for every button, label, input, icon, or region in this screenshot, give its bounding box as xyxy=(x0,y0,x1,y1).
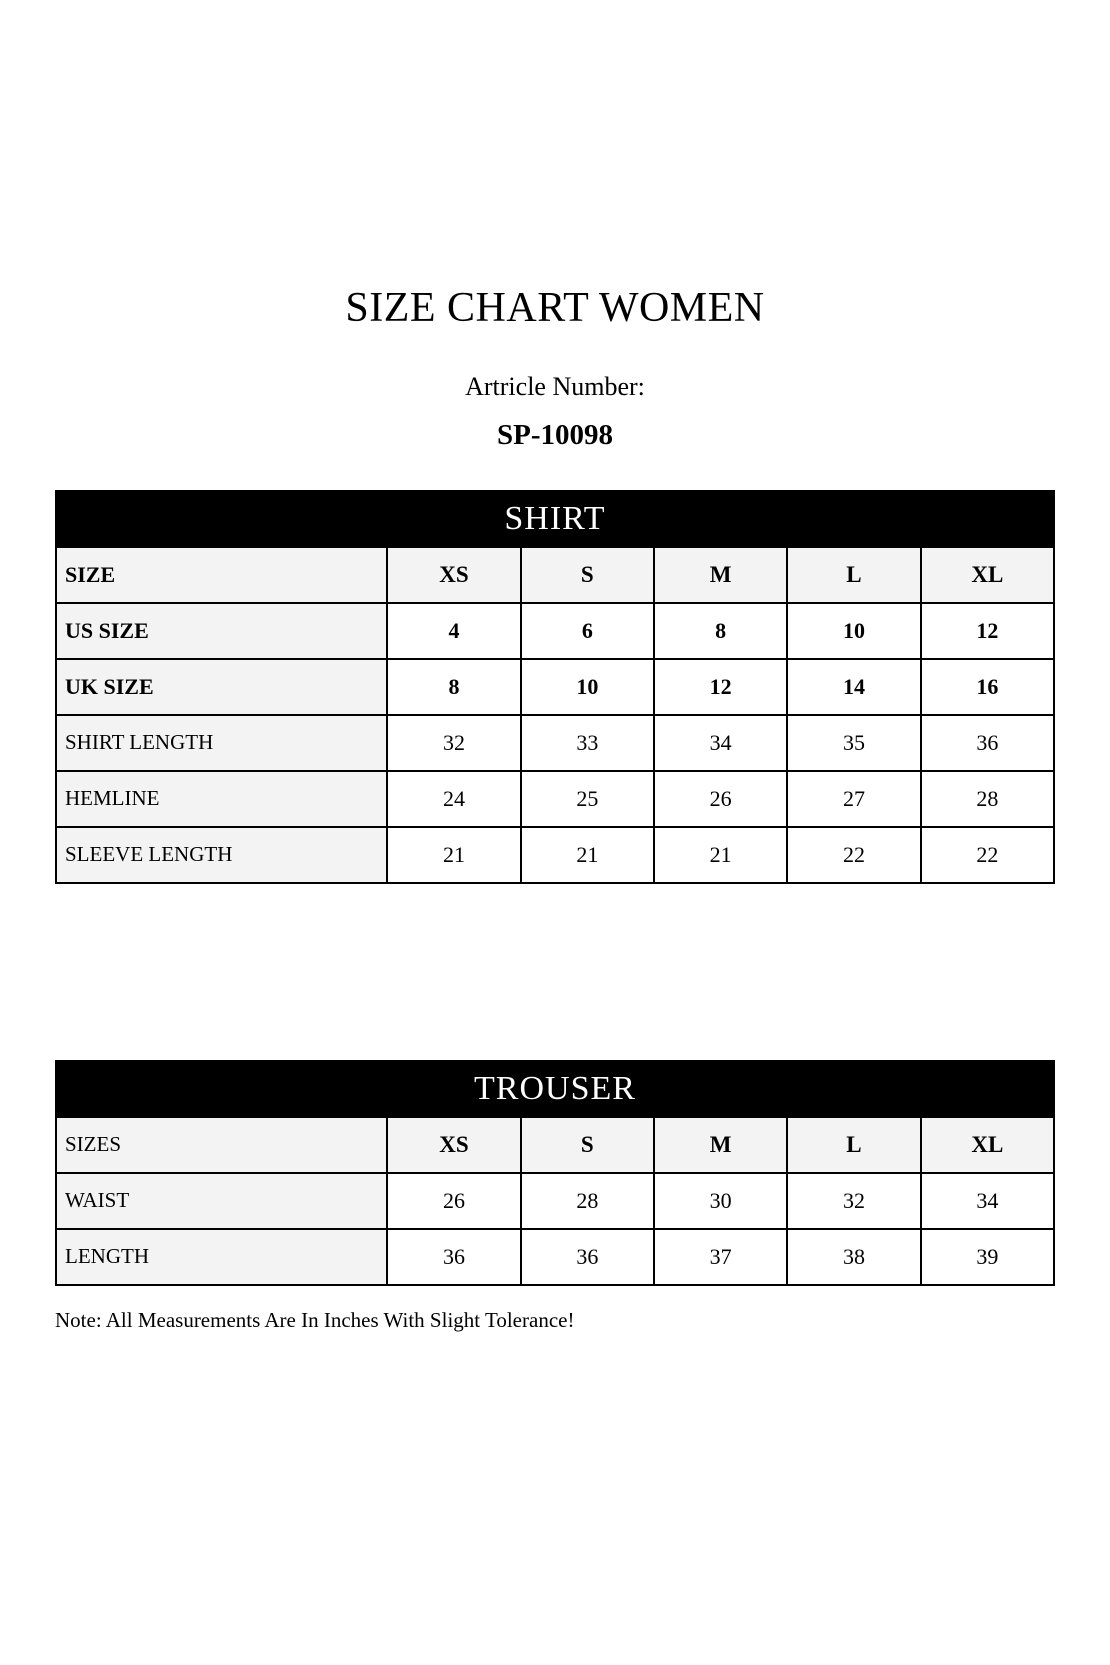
row-value: 32 xyxy=(787,1173,920,1229)
trouser-header-xs: XS xyxy=(387,1117,520,1173)
row-value: 33 xyxy=(521,715,654,771)
row-value: 4 xyxy=(387,603,520,659)
trouser-header-l: L xyxy=(787,1117,920,1173)
trouser-size-table-container xyxy=(55,1060,1055,1286)
row-value: 21 xyxy=(387,827,520,883)
row-value: 26 xyxy=(654,771,787,827)
row-label: WAIST xyxy=(56,1173,387,1229)
row-label: US SIZE xyxy=(56,603,387,659)
row-value: 8 xyxy=(387,659,520,715)
row-label: LENGTH xyxy=(56,1229,387,1285)
table-banner-row xyxy=(56,1061,1054,1117)
row-value: 36 xyxy=(921,715,1054,771)
shirt-header-xs: XS xyxy=(387,547,520,603)
shirt-header-m: M xyxy=(654,547,787,603)
row-value: 22 xyxy=(921,827,1054,883)
row-value: 35 xyxy=(787,715,920,771)
row-value: 36 xyxy=(521,1229,654,1285)
row-label: UK SIZE xyxy=(56,659,387,715)
row-value: 39 xyxy=(921,1229,1054,1285)
article-number-label: Artricle Number: xyxy=(465,372,645,402)
row-value: 6 xyxy=(521,603,654,659)
row-value: 8 xyxy=(654,603,787,659)
row-value: 34 xyxy=(654,715,787,771)
table-row xyxy=(56,827,1054,883)
row-value: 27 xyxy=(787,771,920,827)
article-number-value: SP-10098 xyxy=(497,418,613,451)
table-header-row xyxy=(56,1117,1054,1173)
row-value: 10 xyxy=(521,659,654,715)
table-row xyxy=(56,1229,1054,1285)
row-value: 24 xyxy=(387,771,520,827)
shirt-size-table-container xyxy=(55,490,1055,884)
row-value: 12 xyxy=(921,603,1054,659)
table-row xyxy=(56,1173,1054,1229)
row-value: 30 xyxy=(654,1173,787,1229)
row-label: SLEEVE LENGTH xyxy=(56,827,387,883)
trouser-size-table xyxy=(55,1060,1055,1286)
table-row xyxy=(56,659,1054,715)
row-value: 28 xyxy=(921,771,1054,827)
row-value: 22 xyxy=(787,827,920,883)
shirt-header-label: SIZE xyxy=(56,547,387,603)
table-row xyxy=(56,771,1054,827)
table-header-row xyxy=(56,547,1054,603)
shirt-banner: SHIRT xyxy=(56,491,1054,547)
row-value: 12 xyxy=(654,659,787,715)
table-row xyxy=(56,715,1054,771)
trouser-header-label: SIZES xyxy=(56,1117,387,1173)
shirt-size-table xyxy=(55,490,1055,884)
row-value: 14 xyxy=(787,659,920,715)
row-value: 38 xyxy=(787,1229,920,1285)
shirt-header-l: L xyxy=(787,547,920,603)
shirt-header-s: S xyxy=(521,547,654,603)
shirt-header-xl: XL xyxy=(921,547,1054,603)
row-value: 25 xyxy=(521,771,654,827)
page-title: SIZE CHART WOMEN xyxy=(345,285,765,331)
row-value: 32 xyxy=(387,715,520,771)
row-label: HEMLINE xyxy=(56,771,387,827)
trouser-header-xl: XL xyxy=(921,1117,1054,1173)
row-value: 28 xyxy=(521,1173,654,1229)
row-value: 34 xyxy=(921,1173,1054,1229)
measurement-note: Note: All Measurements Are In Inches With Slight Tolerance! xyxy=(55,1307,575,1332)
row-value: 21 xyxy=(654,827,787,883)
table-banner-row xyxy=(56,491,1054,547)
row-value: 16 xyxy=(921,659,1054,715)
trouser-header-s: S xyxy=(521,1117,654,1173)
table-row xyxy=(56,603,1054,659)
row-value: 26 xyxy=(387,1173,520,1229)
row-value: 21 xyxy=(521,827,654,883)
row-value: 10 xyxy=(787,603,920,659)
row-label: SHIRT LENGTH xyxy=(56,715,387,771)
trouser-banner: TROUSER xyxy=(56,1061,1054,1117)
row-value: 37 xyxy=(654,1229,787,1285)
trouser-header-m: M xyxy=(654,1117,787,1173)
row-value: 36 xyxy=(387,1229,520,1285)
